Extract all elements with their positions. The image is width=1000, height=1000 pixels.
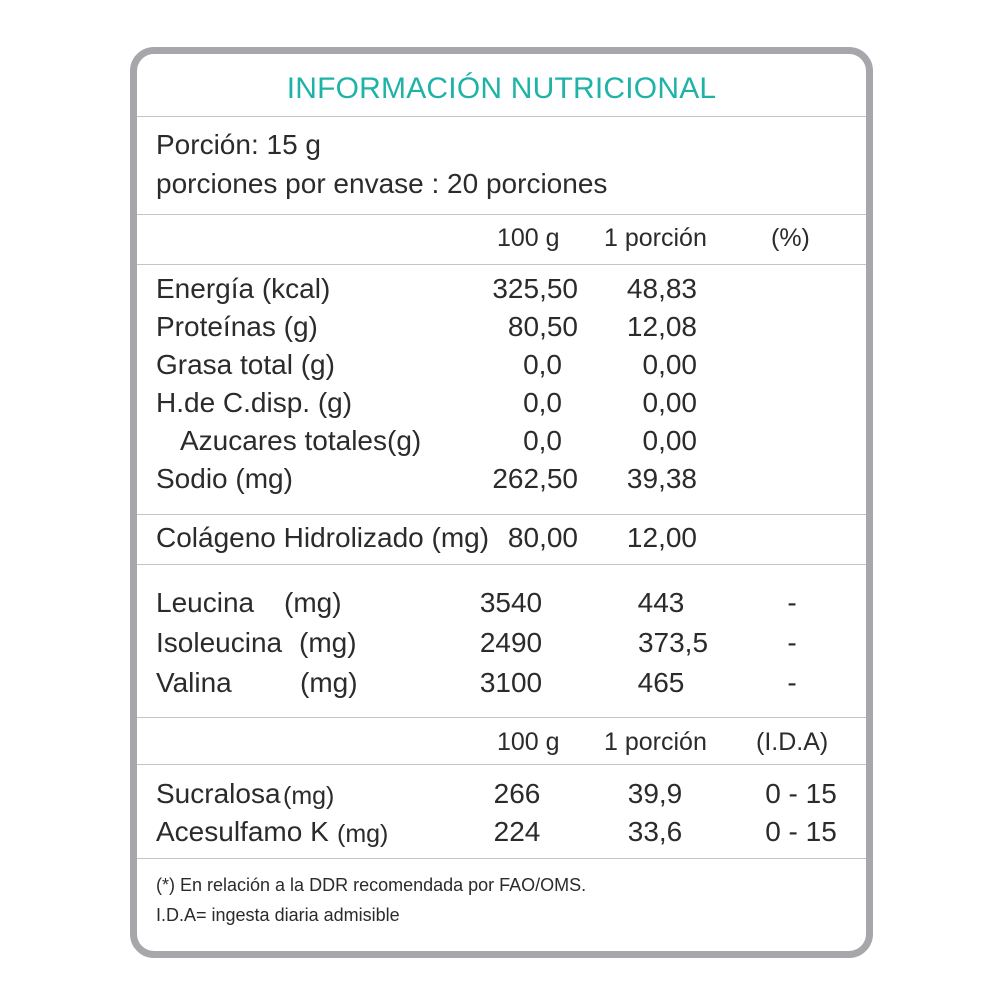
amino-acid-percent: -	[787, 587, 797, 618]
sweetener-value-100g: 224	[493, 816, 541, 847]
nutrient-value-portion: 39,38	[626, 463, 697, 494]
amino-acid-value-100g: 3540	[479, 587, 543, 618]
nutrient-name: H.de C.disp. (g)	[156, 387, 353, 418]
divider	[137, 564, 866, 565]
nutrient-value-portion: 48,83	[626, 273, 697, 304]
nutrient-value-100g: 262,50	[492, 463, 578, 494]
amino-acid-percent: -	[787, 667, 797, 698]
col-header-portion: 1 porción	[604, 728, 707, 756]
divider	[137, 116, 866, 117]
amino-acid-name: Isoleucina	[156, 627, 283, 658]
amino-acid-value-100g: 2490	[479, 627, 543, 658]
amino-acid-unit: (mg)	[284, 587, 342, 618]
nutrient-value-portion: 12,00	[626, 522, 697, 553]
nutrient-name: Sodio (mg)	[156, 463, 293, 494]
sweetener-unit: (mg)	[337, 820, 389, 848]
amino-acid-unit: (mg)	[299, 627, 357, 658]
portion-size: Porción: 15 g	[156, 129, 321, 160]
sweetener-name: Sucralosa	[156, 778, 281, 809]
amino-acid-name: Leucina	[156, 587, 255, 618]
col-header-100g: 100 g	[497, 728, 560, 756]
divider	[137, 514, 866, 515]
divider	[137, 717, 866, 718]
nutrient-value-100g: 0,0	[523, 425, 562, 456]
nutrient-value-100g: 80,00	[507, 522, 578, 553]
col-header-percent: (%)	[771, 224, 810, 252]
amino-acid-value-portion: 443	[637, 587, 685, 618]
col-header-portion: 1 porción	[604, 224, 707, 252]
footnote-ida: I.D.A= ingesta diaria admisible	[156, 905, 400, 925]
amino-acid-value-portion: 373,5	[637, 627, 709, 658]
col-header-ida: (I.D.A)	[756, 728, 829, 756]
sweetener-value-portion: 33,6	[627, 816, 683, 847]
divider	[137, 214, 866, 215]
nutrient-name: Energía (kcal)	[156, 273, 331, 304]
sweetener-value-portion: 39,9	[627, 778, 683, 809]
amino-acid-percent: -	[787, 627, 797, 658]
col-header-100g: 100 g	[497, 224, 560, 252]
nutrient-value-portion: 0,00	[642, 387, 697, 418]
amino-acid-unit: (mg)	[300, 667, 358, 698]
panel-title: INFORMACIÓN NUTRICIONAL	[286, 72, 717, 105]
nutrient-value-portion: 0,00	[642, 349, 697, 380]
sweetener-ida: 0 - 15	[765, 778, 837, 809]
amino-acid-value-portion: 465	[637, 667, 685, 698]
portions-per-package: porciones por envase : 20 porciones	[156, 168, 608, 199]
nutrient-name: Colágeno Hidrolizado (mg)	[156, 522, 490, 553]
sweetener-unit: (mg)	[283, 782, 335, 810]
nutrient-value-100g: 325,50	[492, 273, 578, 304]
sweetener-value-100g: 266	[493, 778, 541, 809]
nutrient-value-100g: 80,50	[507, 311, 578, 342]
amino-acid-name: Valina	[156, 667, 232, 698]
nutrient-value-portion: 12,08	[626, 311, 697, 342]
nutrition-facts-panel	[130, 47, 873, 958]
nutrient-value-100g: 0,0	[523, 387, 562, 418]
amino-acid-value-100g: 3100	[479, 667, 543, 698]
nutrient-name: Grasa total (g)	[156, 349, 335, 380]
divider	[137, 764, 866, 765]
sweetener-ida: 0 - 15	[765, 816, 837, 847]
nutrient-value-100g: 0,0	[523, 349, 562, 380]
divider	[137, 264, 866, 265]
nutrient-name: Azucares totales(g)	[180, 425, 422, 456]
sweetener-name: Acesulfamo K	[156, 816, 329, 847]
nutrient-value-portion: 0,00	[642, 425, 697, 456]
divider	[137, 858, 866, 859]
nutrient-name: Proteínas (g)	[156, 311, 318, 342]
footnote-ddr: (*) En relación a la DDR recomendada por FAO/OMS.	[156, 875, 587, 895]
